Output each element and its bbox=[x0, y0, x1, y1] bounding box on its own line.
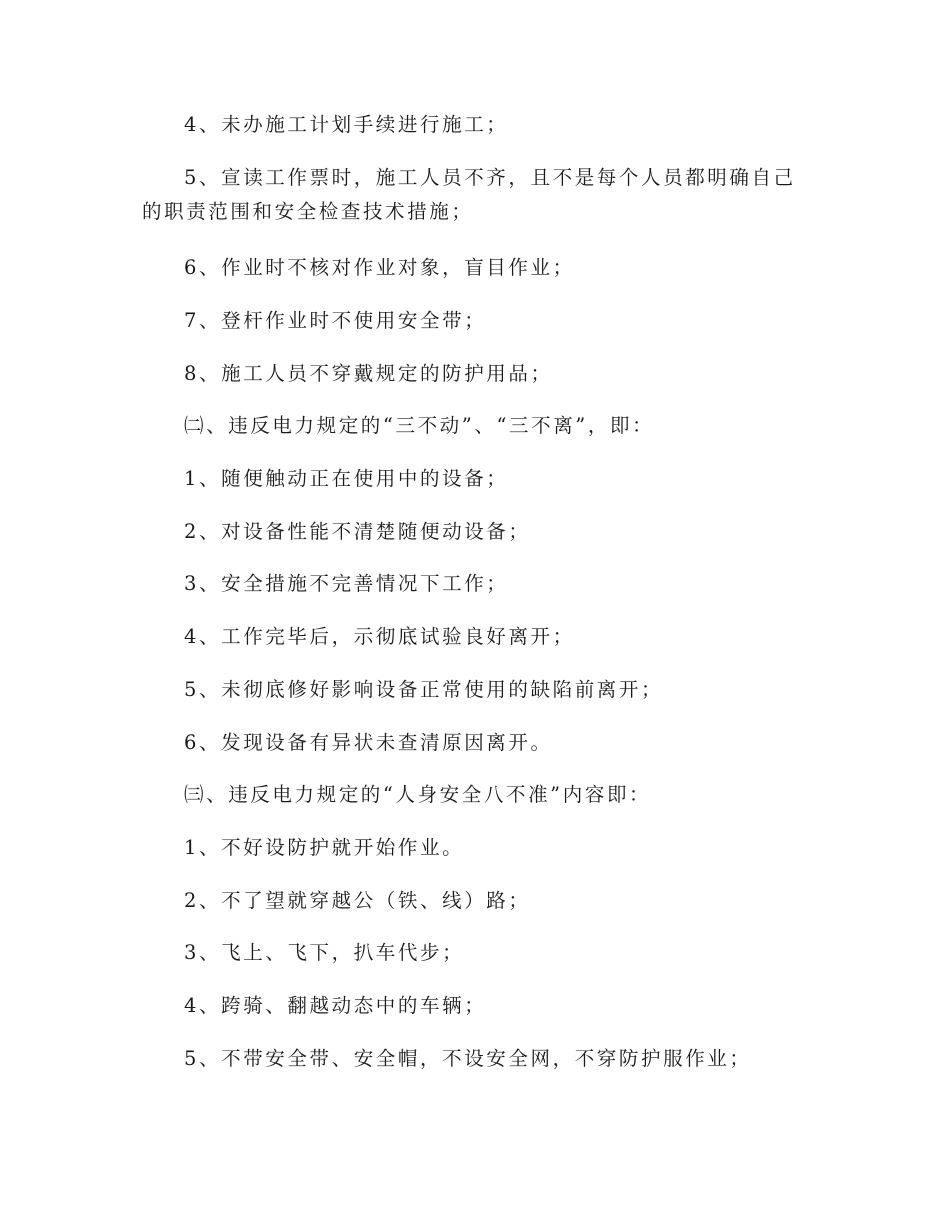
paragraph-item-4-work-complete: 4、工作完毕后，示彻底试验良好离开； bbox=[184, 625, 575, 648]
paragraph-item-7-safety-belt: 7、登杆作业时不使用安全带； bbox=[184, 309, 487, 332]
paragraph-item-3-safety-measures: 3、安全措施不完善情况下工作； bbox=[184, 572, 509, 595]
paragraph-item-1-touch-equipment: 1、随便触动正在使用中的设备； bbox=[184, 467, 509, 490]
paragraph-item-6-verify-object: 6、作业时不核对作业对象，盲目作业； bbox=[184, 256, 575, 279]
paragraph-item-2-crossing-road: 2、不了望就穿越公（铁、线）路； bbox=[184, 889, 531, 912]
paragraph-item-1-protection: 1、不好设防护就开始作业。 bbox=[184, 836, 465, 859]
section-heading-2: ㈡、违反电力规定的“三不动”、“三不离”，即： bbox=[184, 414, 655, 437]
section-heading-3: ㈢、违反电力规定的“人身安全八不准”内容即： bbox=[184, 783, 652, 806]
paragraph-item-3-jumping-vehicle: 3、飞上、飞下，扒车代步； bbox=[184, 941, 465, 964]
paragraph-item-4-straddling: 4、跨骑、翻越动态中的车辆； bbox=[184, 994, 487, 1017]
paragraph-item-5-defect-repair: 5、未彻底修好影响设备正常使用的缺陷前离开； bbox=[184, 678, 664, 701]
paragraph-item-6-abnormality: 6、发现设备有异状未查清原因离开。 bbox=[184, 731, 553, 754]
paragraph-item-5-work-ticket: 5、宣读工作票时，施工人员不齐，且不是每个人员都明确自己的职责范围和安全检查技术措施； bbox=[142, 166, 796, 223]
paragraph-item-4-no-plan: 4、未办施工计划手续进行施工； bbox=[184, 113, 509, 136]
paragraph-item-2-equipment-performance: 2、对设备性能不清楚随便动设备； bbox=[184, 520, 531, 543]
paragraph-item-8-protective-gear: 8、施工人员不穿戴规定的防护用品； bbox=[184, 362, 553, 385]
paragraph-item-5-safety-equipment: 5、不带安全带、安全帽，不设安全网，不穿防护服作业； bbox=[184, 1047, 752, 1070]
